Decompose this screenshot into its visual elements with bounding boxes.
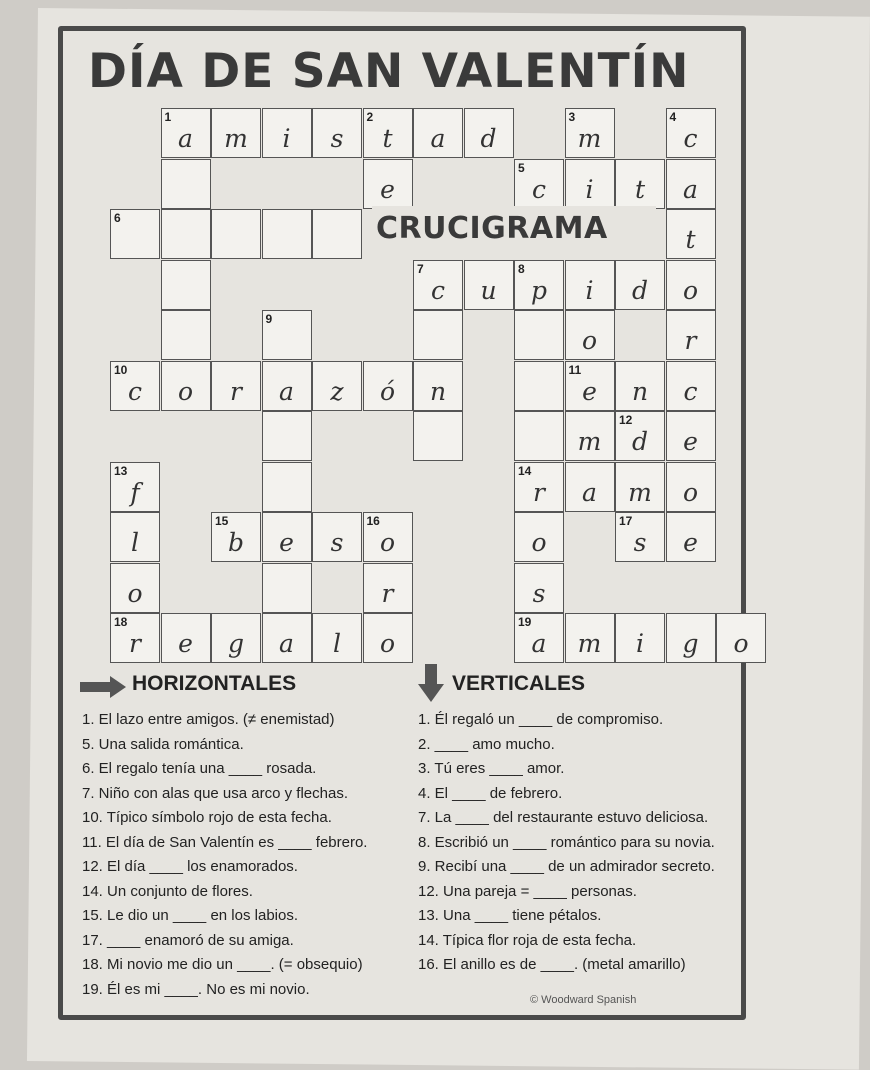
handwritten-letter: a	[582, 477, 597, 507]
crossword-cell[interactable]	[110, 512, 160, 562]
vertical-clue: 1. Él regaló un ____ de compromiso.	[418, 711, 664, 728]
handwritten-letter: n	[429, 376, 447, 406]
horizontal-clue: 10. Típico símbolo rojo de esta fecha.	[82, 809, 332, 826]
clue-number: 7	[417, 261, 424, 276]
crossword-cell[interactable]	[363, 512, 413, 562]
crossword-cell[interactable]	[514, 411, 564, 461]
arrow-right-icon	[80, 676, 126, 698]
handwritten-letter: m	[577, 629, 602, 658]
handwritten-letter: e	[582, 376, 597, 406]
verticales-clue-list	[418, 708, 818, 978]
clue-number: 10	[114, 362, 128, 377]
vertical-clue: 14. Típica flor roja de esta fecha.	[418, 931, 637, 949]
handwritten-letter: f	[130, 477, 140, 507]
horizontal-clue: 18. Mi novio me dio un ____. (= obsequio)	[82, 956, 363, 973]
handwritten-letter: c	[127, 376, 142, 406]
crossword-cell[interactable]	[615, 613, 665, 663]
verticales-heading: VERTICALES	[452, 672, 586, 695]
crossword-cell[interactable]	[161, 260, 211, 310]
handwritten-letter: g	[227, 629, 244, 658]
handwritten-letter: o	[379, 528, 396, 557]
handwritten-letter: e	[279, 528, 294, 557]
handwritten-letter: c	[531, 174, 546, 204]
handwritten-letter: o	[682, 275, 699, 305]
crossword-cell[interactable]	[666, 108, 716, 158]
page-title: DÍA DE SAN VALENTÍN	[88, 44, 690, 99]
handwritten-letter: r	[381, 578, 394, 608]
crossword-cell[interactable]	[514, 563, 564, 613]
vertical-clue: 12. Una pareja = ____ personas.	[418, 882, 637, 900]
crossword-cell[interactable]	[716, 613, 766, 663]
crossword-cell[interactable]	[211, 108, 261, 158]
handwritten-letter: o	[127, 578, 143, 608]
handwritten-letter: o	[177, 376, 194, 406]
crossword-cell[interactable]	[565, 462, 615, 512]
horizontal-clue: 7. Niño con alas que usa arco y flechas.	[82, 784, 348, 802]
vertical-clue: 13. Una ____ tiene pétalos.	[418, 907, 602, 924]
crossword-cell[interactable]	[514, 310, 564, 360]
crossword-cell[interactable]	[615, 411, 665, 461]
handwritten-letter: i	[585, 275, 594, 305]
vertical-clue: 4. El ____ de febrero.	[418, 784, 563, 802]
handwritten-letter: a	[178, 124, 193, 153]
horizontal-clue: 12. El día ____ los enamorados.	[82, 858, 298, 875]
handwritten-letter: m	[577, 427, 602, 456]
handwritten-letter: l	[131, 528, 139, 557]
crossword-cell[interactable]	[363, 108, 413, 158]
crossword-cell[interactable]	[666, 310, 716, 360]
handwritten-letter: g	[682, 629, 699, 658]
horizontal-clue: 19. Él es mi ____. No es mi novio.	[82, 980, 310, 998]
crossword-cell[interactable]	[211, 613, 261, 663]
crossword-cell[interactable]	[262, 613, 312, 663]
crossword-cell[interactable]	[312, 209, 362, 259]
vertical-clue: 3. Tú eres ____ amor.	[418, 760, 565, 777]
crossword-cell[interactable]	[514, 159, 564, 209]
crossword-cell[interactable]	[514, 361, 564, 411]
horizontales-clue-list	[82, 708, 412, 1002]
horizontales-heading: HORIZONTALES	[132, 672, 297, 695]
crossword-cell[interactable]	[514, 260, 564, 310]
handwritten-letter: r	[129, 629, 141, 658]
handwritten-letter: ó	[379, 376, 396, 406]
clue-number: 4	[669, 110, 677, 124]
handwritten-letter: u	[480, 275, 497, 305]
crossword-cell[interactable]	[565, 310, 615, 360]
clue-number: 13	[114, 463, 128, 478]
handwritten-letter: t	[382, 124, 393, 153]
handwritten-letter: a	[683, 174, 698, 204]
crossword-cell[interactable]	[312, 108, 362, 158]
handwritten-letter: c	[683, 124, 698, 153]
clue-number: 15	[215, 514, 229, 528]
handwritten-letter: b	[227, 528, 244, 557]
crossword-cell[interactable]	[262, 209, 312, 259]
crossword-cell[interactable]	[615, 260, 665, 310]
handwritten-letter: e	[178, 629, 193, 658]
handwritten-letter: s	[633, 528, 647, 557]
clue-number: 9	[265, 312, 273, 326]
handwritten-letter: i	[585, 174, 594, 204]
crossword-cell[interactable]	[413, 310, 463, 360]
handwritten-letter: m	[628, 477, 652, 507]
crossword-cell[interactable]	[262, 310, 312, 360]
crossword-cell[interactable]	[565, 159, 615, 209]
handwritten-letter: o	[581, 326, 598, 355]
horizontal-clue: 5. Una salida romántica.	[82, 735, 244, 753]
horizontal-clue: 1. El lazo entre amigos. (≠ enemistad)	[82, 711, 335, 728]
crossword-cell[interactable]	[666, 260, 716, 310]
clue-number: 12	[619, 413, 633, 427]
crossword-cell[interactable]	[565, 361, 615, 411]
handwritten-letter: r	[684, 326, 697, 355]
handwritten-letter: o	[379, 629, 396, 658]
handwritten-letter: p	[530, 275, 547, 305]
crossword-cell[interactable]	[464, 260, 514, 310]
crossword-cell[interactable]	[464, 108, 514, 158]
crossword-cell[interactable]	[565, 411, 615, 461]
handwritten-letter: i	[636, 629, 644, 658]
crossword-cell[interactable]	[666, 613, 716, 663]
handwritten-letter: d	[631, 275, 648, 305]
handwritten-letter: s	[330, 528, 344, 557]
crossword-cell[interactable]	[363, 563, 413, 613]
handwritten-letter: o	[682, 477, 699, 507]
handwritten-letter: e	[380, 174, 395, 204]
crossword-cell[interactable]	[666, 462, 716, 512]
handwritten-letter: o	[733, 629, 749, 658]
crossword-cell[interactable]	[110, 361, 160, 411]
clue-number: 19	[518, 615, 532, 629]
handwritten-letter: t	[685, 225, 696, 254]
crossword-subtitle: CRUCIGRAMA	[372, 206, 656, 252]
crossword-cell[interactable]	[565, 108, 615, 158]
crossword-cell[interactable]	[615, 512, 665, 562]
crossword-cell[interactable]	[161, 108, 211, 158]
crossword-cell[interactable]	[161, 310, 211, 360]
crossword-cell[interactable]	[110, 209, 160, 259]
crossword-cell[interactable]	[312, 361, 362, 411]
copyright-credit: © Woodward Spanish	[530, 994, 637, 1006]
crossword-cell[interactable]	[363, 361, 413, 411]
handwritten-letter: r	[230, 376, 242, 406]
handwritten-letter: s	[330, 124, 344, 153]
handwritten-letter: a	[430, 124, 446, 153]
crossword-cell[interactable]	[413, 108, 463, 158]
handwritten-letter: a	[531, 629, 547, 658]
handwritten-letter: e	[683, 528, 698, 557]
clue-number: 8	[518, 261, 525, 276]
horizontal-clue: 14. Un conjunto de flores.	[82, 882, 253, 900]
clue-number: 11	[568, 362, 582, 377]
vertical-clue: 9. Recibí una ____ de un admirador secreto.	[418, 858, 715, 875]
arrow-down-icon	[418, 664, 444, 702]
crossword-cell[interactable]	[262, 411, 312, 461]
crossword-cell[interactable]	[262, 108, 312, 158]
crossword-cell[interactable]	[413, 361, 463, 411]
crossword-cell[interactable]	[262, 462, 312, 512]
handwritten-letter: o	[531, 528, 547, 557]
crossword-cell[interactable]	[514, 512, 564, 562]
crossword-cell[interactable]	[161, 361, 211, 411]
crossword-cell[interactable]	[262, 563, 312, 613]
crossword-cell[interactable]	[211, 209, 261, 259]
handwritten-letter: r	[533, 477, 545, 507]
crossword-cell[interactable]	[211, 512, 261, 562]
crossword-cell[interactable]	[615, 462, 665, 512]
handwritten-letter: l	[333, 629, 341, 658]
horizontal-clue: 15. Le dio un ____ en los labios.	[82, 907, 298, 924]
crossword-cell[interactable]	[262, 512, 312, 562]
crossword-cell[interactable]	[110, 563, 160, 613]
handwritten-letter: d	[480, 124, 497, 153]
crossword-cell[interactable]	[615, 361, 665, 411]
crossword-cell[interactable]	[312, 512, 362, 562]
handwritten-letter: z	[330, 376, 344, 406]
crossword-cell[interactable]	[161, 613, 211, 663]
crossword-cell[interactable]	[666, 159, 716, 209]
handwritten-letter: c	[430, 275, 445, 305]
handwritten-letter: a	[279, 376, 294, 406]
crossword-cell[interactable]	[565, 260, 615, 310]
horizontal-clue: 17. ____ enamoró de su amiga.	[82, 931, 294, 949]
crossword-cell[interactable]	[110, 613, 160, 663]
crossword-cell[interactable]	[666, 361, 716, 411]
clue-number: 3	[568, 110, 576, 124]
horizontal-clue: 11. El día de San Valentín es ____ febrero.	[82, 833, 368, 851]
crossword-cell[interactable]	[413, 411, 463, 461]
crossword-cell[interactable]	[110, 462, 160, 512]
crossword-cell[interactable]	[363, 613, 413, 663]
handwritten-letter: d	[631, 427, 648, 456]
clue-number: 18	[114, 615, 128, 629]
clue-number: 16	[366, 514, 380, 528]
handwritten-letter: m	[224, 124, 248, 153]
crossword-cell[interactable]	[615, 159, 665, 209]
crossword-cell[interactable]	[666, 512, 716, 562]
clue-number: 14	[518, 463, 532, 478]
crossword-cell[interactable]	[161, 209, 211, 259]
crossword-cell[interactable]	[565, 613, 615, 663]
vertical-clue: 8. Escribió un ____ romántico para su novia.	[418, 833, 715, 851]
crossword-cell[interactable]	[666, 209, 716, 259]
crossword-cell[interactable]	[262, 361, 312, 411]
handwritten-letter: n	[631, 376, 649, 406]
handwritten-letter: e	[683, 427, 698, 456]
vertical-clue: 16. El anillo es de ____. (metal amarillo)	[418, 956, 686, 973]
crossword-cell[interactable]	[413, 260, 463, 310]
handwritten-letter: i	[282, 124, 291, 153]
handwritten-letter: t	[634, 174, 646, 204]
crossword-cell[interactable]	[363, 159, 413, 209]
handwritten-letter: m	[577, 124, 602, 153]
crossword-cell[interactable]	[514, 613, 564, 663]
crossword-cell[interactable]	[312, 613, 362, 663]
crossword-cell[interactable]	[211, 361, 261, 411]
clue-number: 17	[619, 514, 633, 528]
clue-number: 6	[114, 211, 121, 225]
clue-number: 5	[518, 160, 525, 175]
clue-number: 1	[164, 110, 172, 124]
crossword-cell[interactable]	[161, 159, 211, 209]
vertical-clue: 7. La ____ del restaurante estuvo deliciosa.	[418, 809, 709, 826]
clue-number: 2	[366, 110, 374, 124]
horizontal-clue: 6. El regalo tenía una ____ rosada.	[82, 760, 317, 777]
crossword-cell[interactable]	[666, 411, 716, 461]
handwritten-letter: c	[683, 376, 698, 406]
handwritten-letter: a	[279, 629, 294, 658]
handwritten-letter: s	[532, 578, 546, 608]
vertical-clue: 2. ____ amo mucho.	[418, 735, 555, 753]
crossword-cell[interactable]	[514, 462, 564, 512]
